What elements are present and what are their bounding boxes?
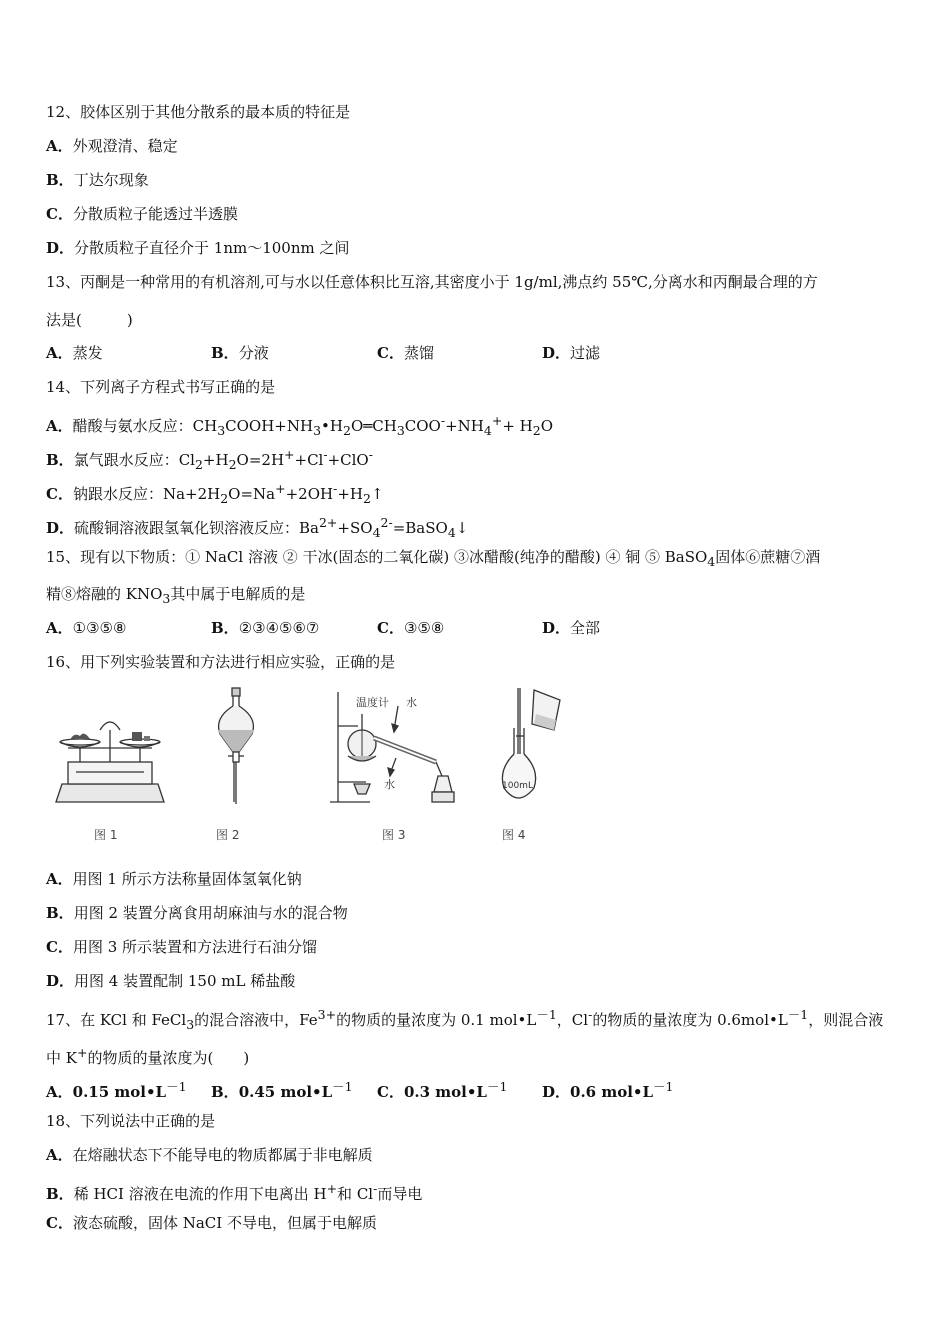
q13-option-b: B．分液	[211, 344, 269, 362]
q13-stem-line2: 法是( )	[46, 311, 133, 329]
q17-option-b: B．0.45 $mol•L^{-1}$	[211, 1079, 353, 1101]
thermometer-label: 温度计	[356, 696, 389, 709]
water-in-label: 水	[406, 696, 417, 709]
q12-option-d: D．分散质粒子直径介于 1nm～100nm 之间	[46, 239, 350, 257]
q16-stem: 16、用下列实验装置和方法进行相应实验，正确的是	[46, 653, 396, 671]
figure-1-caption: 图 1	[94, 828, 118, 842]
q17-stem-line2: 中 K+的物质的量浓度为( )	[46, 1045, 250, 1067]
q18-option-a: A．在熔融状态下不能导电的物质都属于非电解质	[46, 1146, 373, 1164]
q14-option-b: B．氯气跟水反应：$Cl_2+H_2O=2H^++Cl^-+ClO^-$	[46, 447, 373, 472]
q14-option-a: A．醋酸与氨水反应：$CH_3COOH+NH_3•H_2O═CH_3COO^-+NH_4^++ H_2O$	[46, 413, 553, 438]
q16-option-d: D．用图 4 装置配制 150 mL 稀盐酸	[46, 972, 296, 990]
q16-figures	[46, 684, 586, 854]
q18-option-b: B．稀 HCI 溶液在电流的作用下电离出 H+和 Cl-而导电	[46, 1181, 423, 1203]
q17-stem-line1: 17、在 KCl 和 FeCl$_3$的混合溶液中，$Fe^{3+}$的物质的量浓度为 0.1 $mol•L^{-1}$，Cl-的物质的量浓度为 $0.6mol•L^{-1}$，则混合液	[46, 1007, 884, 1032]
q13-stem-line1: 13、丙酮是一种常用的有机溶剂,可与水以任意体积比互溶,其密度小于 1g/ml,沸点约 55℃,分离水和丙酮最合理的方	[46, 273, 818, 291]
q13-option-a: A．蒸发	[46, 344, 103, 362]
q14-option-d: D．硫酸铜溶液跟氢氧化钡溶液反应：$Ba^{2+}+SO_4^{2-}=BaSO_4↓$	[46, 515, 469, 540]
q15-option-b: B．②③④⑤⑥⑦	[211, 619, 320, 637]
q16-option-b: B．用图 2 装置分离食用胡麻油与水的混合物	[46, 904, 348, 922]
q15-option-d: D．全部	[542, 619, 601, 637]
volumetric-flask-figure	[494, 684, 574, 809]
q13-option-c: C．蒸馏	[377, 344, 434, 362]
water-out-label: 水	[384, 778, 395, 791]
q17-option-c: C．0.3 $mol•L^{-1}$	[377, 1079, 508, 1101]
flask-volume-label: 100mL	[502, 781, 533, 791]
q12-option-a: A．外观澄清、稳定	[46, 137, 178, 155]
balance-figure	[50, 684, 170, 809]
q16-option-a: A．用图 1 所示方法称量固体氢氧化钠	[46, 870, 302, 888]
q15-stem-line1: 15、现有以下物质：① NaCl 溶液 ② 干冰(固态的二氧化碳) ③冰醋酸(纯净的醋酸) ④ 铜 ⑤ BaSO$_4$固体⑥蔗糖⑦酒	[46, 548, 821, 569]
distillation-figure	[326, 684, 466, 809]
separatory-funnel-figure	[206, 684, 266, 809]
q13-option-d: D．过滤	[542, 344, 601, 362]
figure-2-caption: 图 2	[216, 828, 240, 842]
q17-option-a: A．0.15 $mol•L^{-1}$	[46, 1079, 187, 1101]
q15-option-a: A．①③⑤⑧	[46, 619, 127, 637]
q15-stem-line2: 精⑧熔融的 $KNO_3$其中属于电解质的是	[46, 585, 306, 606]
figure-4-caption: 图 4	[502, 828, 526, 842]
q16-option-c: C．用图 3 所示装置和方法进行石油分馏	[46, 938, 318, 956]
q12-stem: 12、胶体区别于其他分散系的最本质的特征是	[46, 103, 351, 121]
figure-3-caption: 图 3	[382, 828, 406, 842]
q18-stem: 18、下列说法中正确的是	[46, 1112, 216, 1130]
q17-option-d: D．0.6 $mol•L^{-1}$	[542, 1079, 674, 1101]
q14-stem: 14、下列离子方程式书写正确的是	[46, 378, 276, 396]
q12-option-b: B．丁达尔现象	[46, 171, 149, 189]
q15-option-c: C．③⑤⑧	[377, 619, 445, 637]
q12-option-c: C．分散质粒子能透过半透膜	[46, 205, 238, 223]
q18-option-c: C．液态硫酸，固体 NaCI 不导电，但属于电解质	[46, 1214, 377, 1232]
q14-option-c: C．钠跟水反应：$Na+2H_2O=Na^++2OH^-+H_2↑$	[46, 481, 384, 506]
